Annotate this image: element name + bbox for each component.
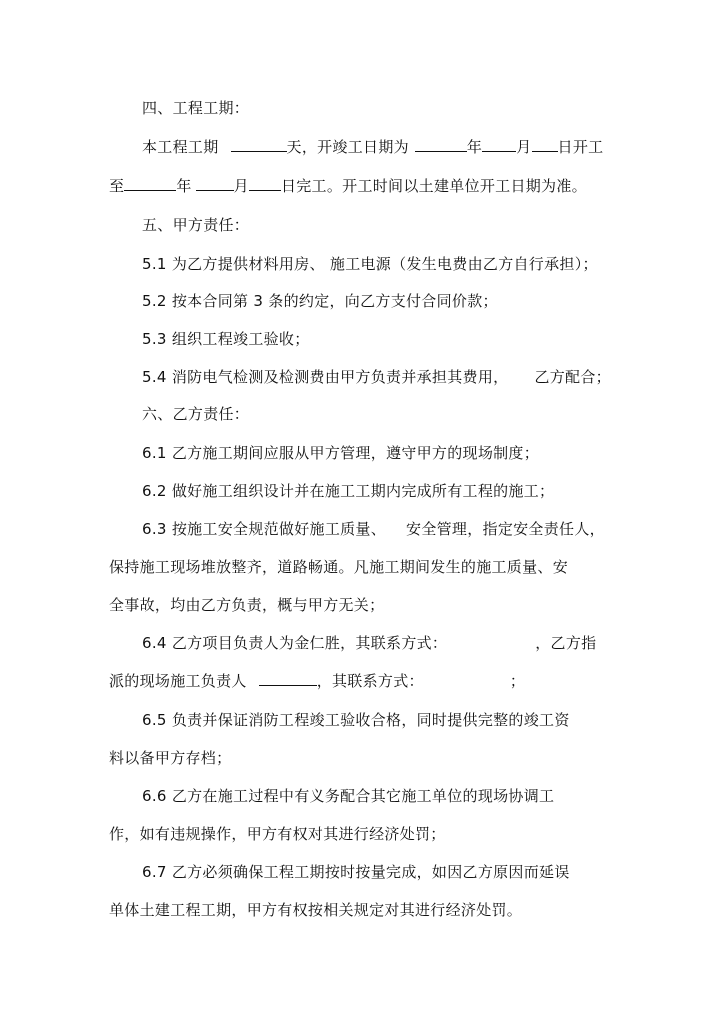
clause-text: ，乙方指 [535,634,597,652]
schedule-text: 本工程工期 [142,138,219,156]
schedule-text: 月 [516,138,532,156]
clause-text: 派的现场施工负责人 [109,672,247,690]
duration-blank [231,137,287,152]
clause-5-2: 5.2 按本合同第 3 条的约定，向乙方支付合同价款； [142,292,498,310]
heading-text: 六、乙方责任： [142,405,250,423]
clause-6-3-line-1 [142,519,605,539]
end-year-blank [124,176,176,191]
end-month-blank [196,176,234,191]
schedule-text: 年 [466,138,483,156]
heading-text: 四、工程工期： [142,99,250,117]
clause-6-3-line-3: 全事故，均由乙方负责，概与甲方无关； [109,596,385,614]
start-year-blank [415,137,467,152]
clause-text: ，其联系方式： [316,672,424,690]
clause-text: ； [509,672,526,690]
clause-6-5-line-2: 料以备甲方存档； [109,749,232,767]
site-manager-blank [259,671,317,686]
clause-6-7-line-2: 单体土建工程工期，甲方有权按相关规定对其进行经济处罚。 [109,901,523,919]
start-month-blank [482,137,516,152]
section-heading-party-b [142,404,249,424]
schedule-text: 日完工。开工时间以土建单位开工日期为准。 [280,177,587,195]
schedule-text: 至 [109,177,125,195]
clause-text: 5.4 消防电气检测及检测费由甲方负责并承担其费用， [142,368,509,386]
heading-text: 五、甲方责任： [142,216,250,234]
clause-text: 安全管理，指定安全责任人， [406,520,605,538]
schedule-text: 年 [176,177,192,195]
schedule-line-2 [109,176,587,196]
section-heading-schedule [142,98,249,118]
clause-text: 6.4 乙方项目负责人为金仁胜，其联系方式： [142,634,448,652]
clause-text: 6.3 按施工安全规范做好施工质量、 [142,520,387,538]
clause-6-6-line-1: 6.6 乙方在施工过程中有义务配合其它施工单位的现场协调工 [142,787,555,805]
schedule-text: 天，开竣工日期为 [286,138,409,156]
section-heading-party-a [142,215,249,235]
start-day-blank [532,137,558,152]
clause-6-7-line-1: 6.7 乙方必须确保工程工期按时按量完成，如因乙方原因而延误 [142,863,570,881]
clause-6-3-line-2: 保持施工现场堆放整齐，道路畅通。凡施工期间发生的施工质量、安 [109,558,569,576]
schedule-line-1 [142,137,603,157]
clause-6-5-line-1: 6.5 负责并保证消防工程竣工验收合格，同时提供完整的竣工资 [142,711,570,729]
clause-5-1: 5.1 为乙方提供材料用房、 施工电源（发生电费由乙方自行承担）； [142,255,598,273]
schedule-text: 月 [233,177,249,195]
clause-6-2: 6.2 做好施工组织设计并在施工工期内完成所有工程的施工； [142,482,555,500]
clause-6-1: 6.1 乙方施工期间应服从甲方管理，遵守甲方的现场制度； [142,444,540,462]
clause-text: 乙方配合； [534,368,611,386]
clause-5-3: 5.3 组织工程竣工验收； [142,330,310,348]
clause-6-4-line-2 [109,671,525,691]
schedule-text: 日开工 [557,138,604,156]
clause-6-6-line-2: 作，如有违规操作，甲方有权对其进行经济处罚； [109,825,446,843]
clause-6-4-line-1 [142,633,596,653]
clause-5-4 [142,367,611,387]
end-day-blank [249,176,281,191]
